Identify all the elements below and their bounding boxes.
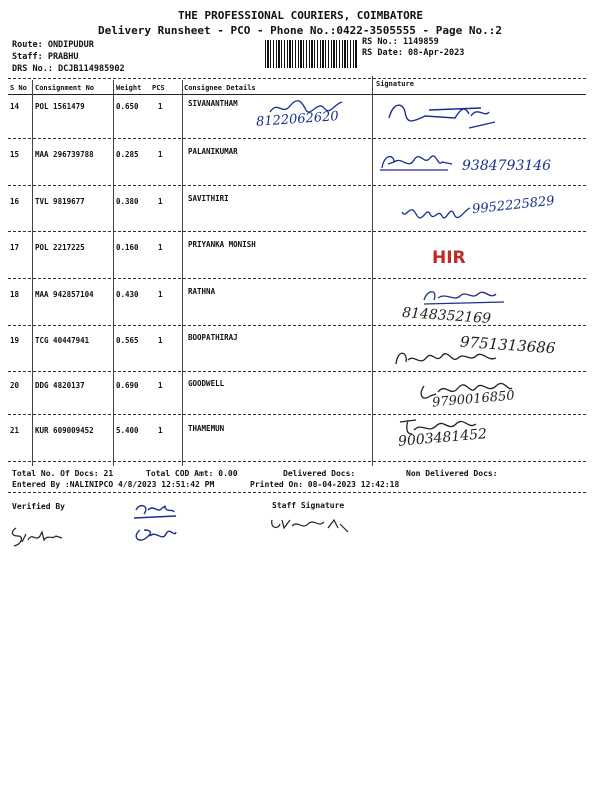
- row-sno: 20: [10, 381, 20, 390]
- drs-number: DRS No.: DCJB114985902: [12, 64, 125, 74]
- staff-label: Staff: PRABHU: [12, 52, 79, 62]
- runsheet-subtitle: Delivery Runsheet - PCO - Phone No.:0422-3505555 - Page No.:2: [98, 24, 502, 37]
- row-weight: 0.690: [116, 381, 139, 390]
- col-consignment: Consignment No: [35, 84, 95, 92]
- phone-row-20: 9790016850: [431, 388, 516, 411]
- row-weight: 0.380: [116, 197, 139, 206]
- row-separator: [8, 231, 586, 232]
- header-top-rule: [8, 78, 586, 79]
- col-sno: S No: [10, 84, 27, 92]
- row-consignee: PRIYANKA MONISH: [188, 240, 256, 249]
- header-bottom-rule: [8, 94, 586, 95]
- verifier-initial-signature: [128, 500, 184, 550]
- staff-signature-label: Staff Signature: [272, 501, 345, 510]
- row-consignment: MAA 296739788: [35, 150, 94, 159]
- phone-row-14: 8122062620: [255, 109, 340, 130]
- verified-by-signature: [8, 522, 68, 550]
- row-pcs: 1: [158, 197, 163, 206]
- route-label: Route: ONDIPUDUR: [12, 40, 94, 50]
- row-weight: 0.160: [116, 243, 139, 252]
- signature-row-16: [398, 198, 478, 224]
- col-pcs: PCS: [152, 84, 165, 92]
- entered-by: Entered By :NALINIPCO 4/8/2023 12:51:42 PM: [12, 480, 215, 489]
- row-separator: [8, 461, 586, 462]
- row-consignee: RATHNA: [188, 287, 216, 296]
- verified-by-label: Verified By: [12, 502, 65, 511]
- row-pcs: 1: [158, 336, 163, 345]
- row-consignee: BOOPATHIRAJ: [188, 333, 238, 342]
- row-separator: [8, 325, 586, 326]
- row-consignment: POL 1561479: [35, 102, 85, 111]
- row-consignment: TVL 9819677: [35, 197, 85, 206]
- total-docs: Total No. Of Docs: 21: [12, 469, 114, 478]
- row-consignee: PALANIKUMAR: [188, 147, 238, 156]
- row-separator: [8, 138, 586, 139]
- row-separator: [8, 414, 586, 415]
- row-pcs: 1: [158, 102, 163, 111]
- row-sno: 14: [10, 102, 20, 111]
- row-weight: 5.400: [116, 426, 139, 435]
- row-pcs: 1: [158, 290, 163, 299]
- phone-row-15: 9384793146: [462, 158, 552, 174]
- hir-mark-row-17: HIR: [432, 248, 466, 268]
- row-consignee: SIVANANTHAM: [188, 99, 238, 108]
- row-sno: 19: [10, 336, 20, 345]
- rs-number: RS No.: 1149859: [362, 37, 439, 47]
- row-consignee: THAMEMUN: [188, 424, 225, 433]
- phone-row-21: 9003481452: [397, 426, 488, 450]
- col-signature: Signature: [376, 80, 414, 88]
- signature-row-14: [385, 98, 505, 134]
- row-pcs: 1: [158, 150, 163, 159]
- phone-row-16: 9952225829: [471, 193, 556, 218]
- barcode-image: [265, 40, 357, 68]
- row-weight: 0.285: [116, 150, 139, 159]
- row-weight: 0.430: [116, 290, 139, 299]
- row-consignment: TCG 40447941: [35, 336, 90, 345]
- non-delivered-docs: Non Delivered Docs:: [406, 469, 498, 478]
- row-pcs: 1: [158, 426, 163, 435]
- col-consignee: Consignee Details: [184, 84, 256, 92]
- row-consignee: GOODWELL: [188, 379, 225, 388]
- signature-row-18: [420, 286, 510, 308]
- col-divider: [372, 76, 373, 466]
- row-weight: 0.565: [116, 336, 139, 345]
- phone-row-18: 8148352169: [401, 304, 492, 328]
- row-sno: 17: [10, 243, 20, 252]
- row-sno: 18: [10, 290, 20, 299]
- row-sno: 16: [10, 197, 20, 206]
- row-consignment: KUR 609009452: [35, 426, 94, 435]
- row-separator: [8, 185, 586, 186]
- delivered-docs: Delivered Docs:: [283, 469, 356, 478]
- row-consignment: MAA 942857104: [35, 290, 94, 299]
- row-sno: 15: [10, 150, 20, 159]
- row-consignee: SAVITHIRI: [188, 194, 229, 203]
- col-weight: Weight: [116, 84, 142, 92]
- footer-rule: [8, 492, 586, 493]
- row-sno: 21: [10, 426, 20, 435]
- staff-signature: [268, 514, 358, 534]
- signature-row-19: [392, 346, 502, 372]
- rs-date: RS Date: 08-Apr-2023: [362, 48, 465, 58]
- company-title: THE PROFESSIONAL COURIERS, COIMBATORE: [178, 9, 424, 22]
- printed-on: Printed On: 08-04-2023 12:42:18: [250, 480, 400, 489]
- row-pcs: 1: [158, 243, 163, 252]
- row-separator: [8, 278, 586, 279]
- signature-row-15: [378, 150, 458, 174]
- row-consignment: POL 2217225: [35, 243, 85, 252]
- row-consignment: DDG 4820137: [35, 381, 85, 390]
- total-cod: Total COD Amt: 0.00: [146, 469, 238, 478]
- phone-row-19: 9751313686: [459, 332, 556, 358]
- row-weight: 0.650: [116, 102, 139, 111]
- row-pcs: 1: [158, 381, 163, 390]
